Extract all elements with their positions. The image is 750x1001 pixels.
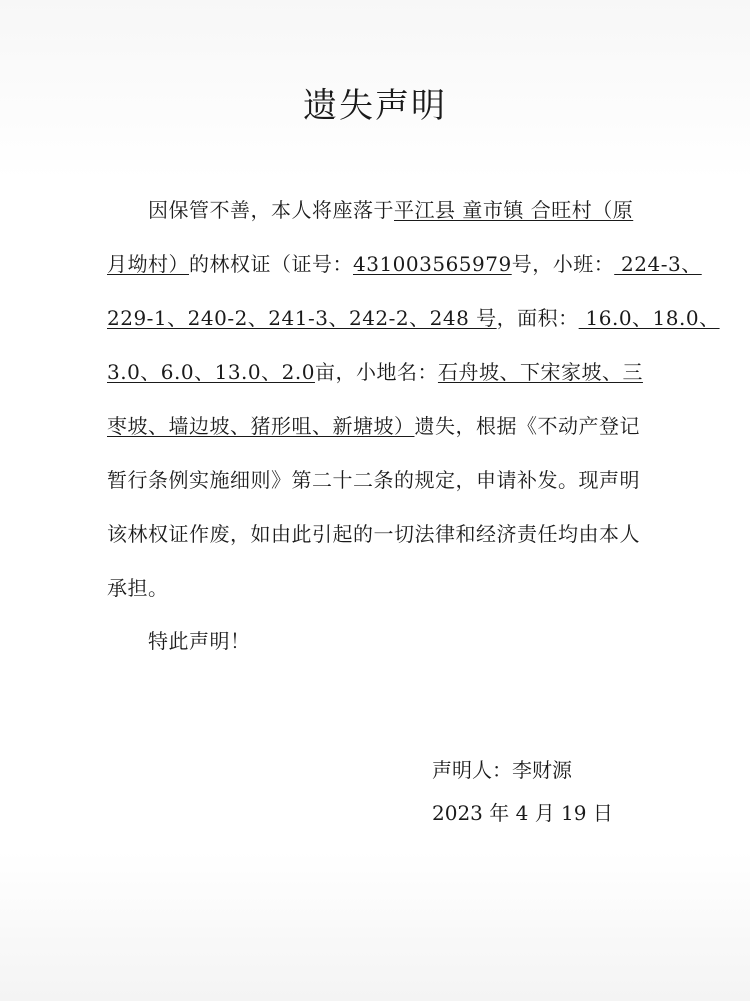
- area-values-cont: 3.0、6.0、13.0、2.0: [107, 360, 315, 384]
- body-line-8: 承担。: [107, 576, 169, 600]
- document-title: 遗失声明: [303, 86, 447, 126]
- declarant-name: 声明人：李财源: [432, 758, 572, 782]
- body-text: ，面积：: [496, 306, 579, 330]
- certificate-number: 431003565979: [353, 252, 512, 276]
- body-line-5: [107, 412, 687, 440]
- area-values: 16.0、18.0、: [578, 306, 720, 330]
- body-text: 遗失，根据《不动产登记: [414, 414, 640, 438]
- subplot-numbers-cont: 229-1、240-2、241-3、242-2、248 号: [107, 306, 497, 330]
- body-text: 亩，小地名：: [314, 360, 438, 384]
- declaration-date: 2023 年 4 月 19 日: [432, 801, 613, 825]
- body-line-7: 该林权证作废，如由此引起的一切法律和经济责任均由本人: [107, 522, 640, 546]
- body-text: 的林权证（证号：: [189, 252, 353, 276]
- place-names-cont: 枣坡、墙边坡、猪形咀、新塘坡）: [107, 414, 415, 438]
- location-underlined: 平江县 童市镇 合旺村（原: [394, 198, 634, 222]
- closing-statement: 特此声明！: [148, 629, 251, 653]
- body-text: 因保管不善，本人将座落于: [148, 198, 394, 222]
- place-names: 石舟坡、下宋家坡、三: [437, 360, 643, 384]
- body-line-1: [148, 196, 728, 224]
- body-text: 号，小班：: [511, 252, 615, 276]
- body-line-4: [107, 358, 687, 386]
- body-line-6: 暂行条例实施细则》第二十二条的规定，申请补发。现声明: [107, 468, 640, 492]
- body-line-2: [107, 250, 702, 278]
- subplot-numbers: 224-3、: [614, 252, 702, 276]
- body-line-3: [107, 304, 720, 332]
- location-underlined-cont: 月坳村）: [107, 252, 189, 276]
